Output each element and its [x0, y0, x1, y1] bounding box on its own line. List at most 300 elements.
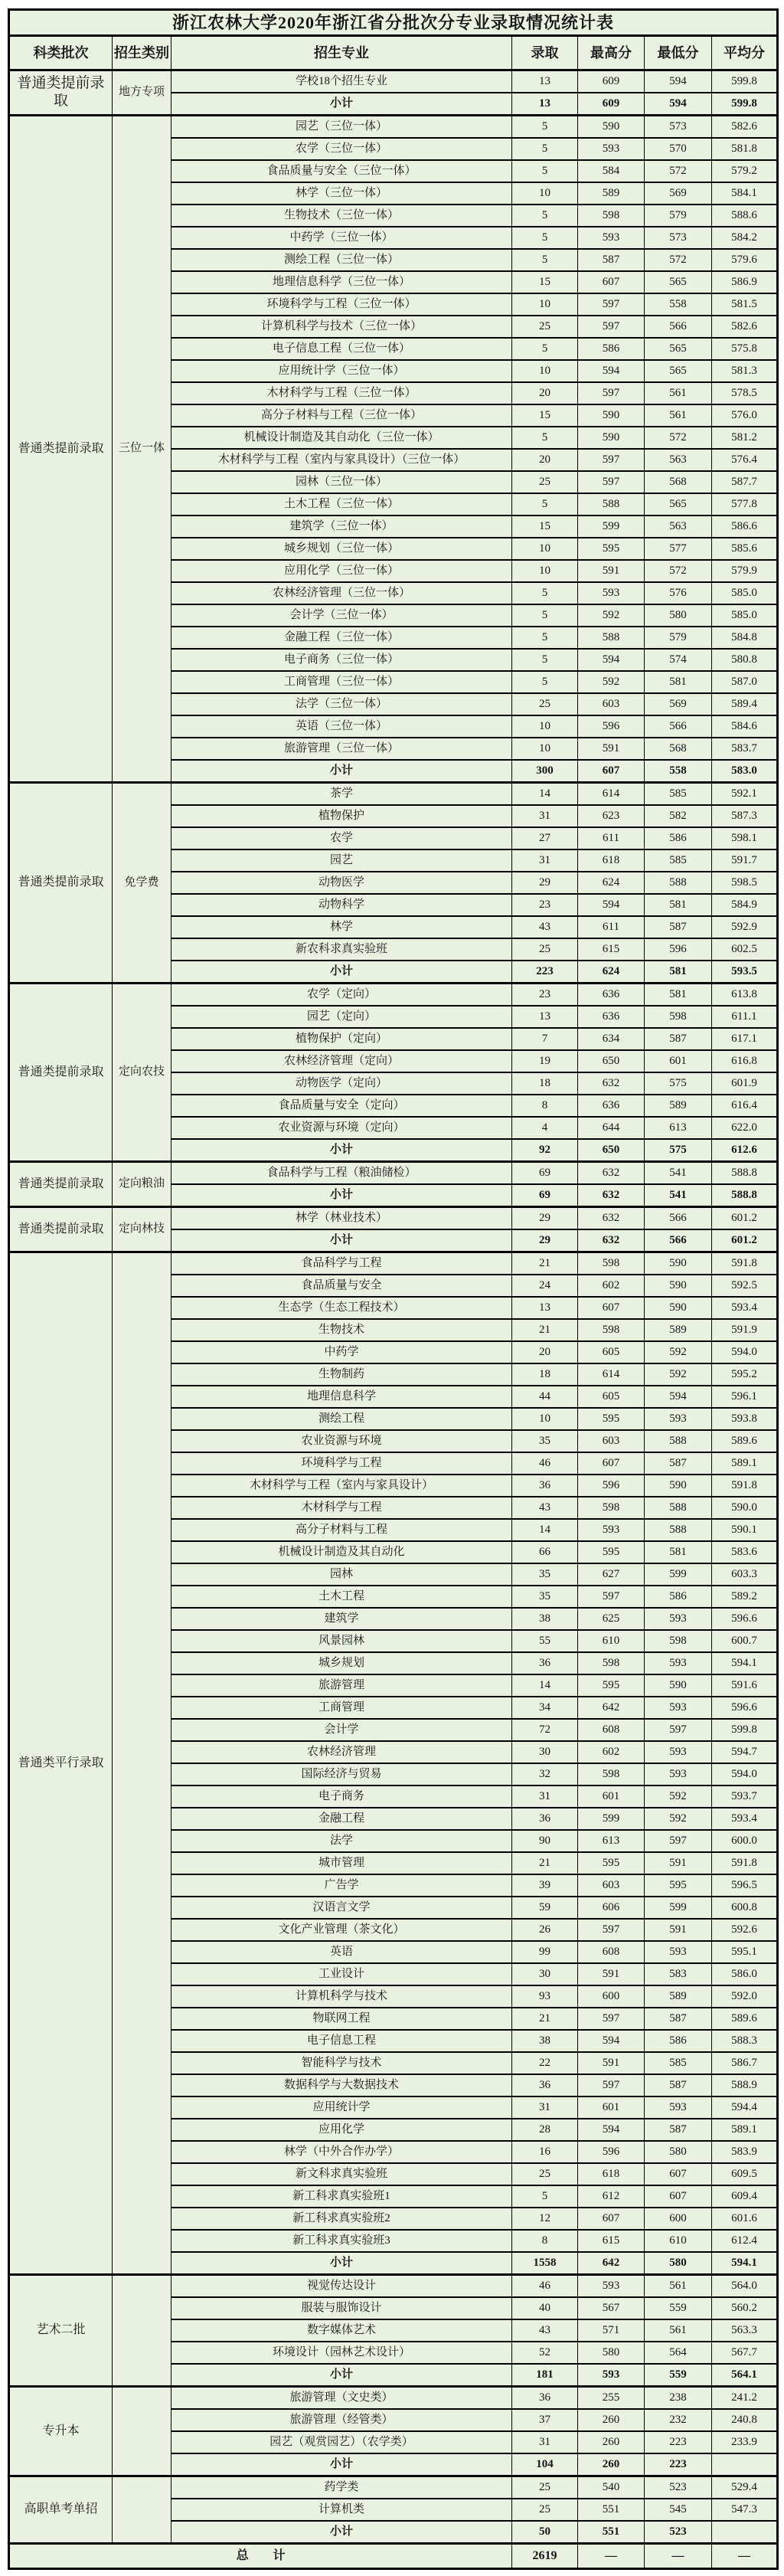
avg-cell: 599.8	[712, 70, 778, 93]
count-cell: 69	[512, 1162, 578, 1185]
count-cell: 5	[512, 604, 578, 627]
major-cell: 建筑学（三位一体）	[172, 516, 512, 538]
major-cell: 旅游管理（三位一体）	[172, 738, 512, 760]
min-cell: 599	[645, 1897, 712, 1919]
major-cell: 农林经济管理（定向）	[172, 1050, 512, 1072]
min-cell: 591	[645, 1852, 712, 1874]
min-cell: 566	[645, 316, 712, 338]
avg-cell: 616.4	[712, 1095, 778, 1117]
major-cell: 英语（三位一体）	[172, 715, 512, 738]
batch-cell: 普通类提前录取	[9, 783, 113, 984]
min-cell: 587	[645, 1452, 712, 1475]
min-cell: 586	[645, 2030, 712, 2052]
avg-cell: 586.0	[712, 1963, 778, 1985]
min-cell: 577	[645, 538, 712, 560]
min-cell: 232	[645, 2409, 712, 2431]
max-cell: 597	[578, 2074, 645, 2096]
avg-cell: 590.1	[712, 1519, 778, 1541]
avg-cell: 600.8	[712, 1897, 778, 1919]
min-cell: 523	[645, 2476, 712, 2499]
avg-cell: 594.4	[712, 2096, 778, 2119]
max-cell: 607	[578, 2208, 645, 2230]
count-cell: 10	[512, 293, 578, 316]
min-cell: 601	[645, 1050, 712, 1072]
min-cell: 583	[645, 1963, 712, 1985]
min-cell: 575	[645, 1139, 712, 1162]
category-cell: 定向林技	[113, 1207, 172, 1252]
min-cell: 593	[645, 1652, 712, 1674]
max-cell: 260	[578, 2409, 645, 2431]
col-header-major: 招生专业	[172, 36, 512, 70]
avg-cell: 616.8	[712, 1050, 778, 1072]
max-cell: 632	[578, 1207, 645, 1230]
major-cell: 新工科求真实验班1	[172, 2185, 512, 2208]
major-cell: 小计	[172, 1184, 512, 1207]
max-cell: 596	[578, 2141, 645, 2163]
count-cell: 8	[512, 1095, 578, 1117]
count-cell: 5	[512, 227, 578, 249]
total-label: 总 计	[9, 2544, 512, 2569]
avg-cell	[712, 2521, 778, 2544]
max-cell: 615	[578, 938, 645, 961]
avg-cell: 583.0	[712, 760, 778, 783]
major-cell: 园艺（定向）	[172, 1006, 512, 1028]
major-cell: 会计学	[172, 1719, 512, 1741]
avg-cell: 586.9	[712, 271, 778, 293]
count-cell: 36	[512, 2387, 578, 2410]
min-cell: 593	[645, 2096, 712, 2119]
avg-cell: 581.8	[712, 138, 778, 160]
min-cell: 558	[645, 293, 712, 316]
max-cell: 603	[578, 1874, 645, 1897]
major-cell: 会计学（三位一体）	[172, 604, 512, 627]
avg-cell: 587.3	[712, 805, 778, 827]
table-row	[9, 1252, 778, 1275]
major-cell: 新文科求真实验班	[172, 2163, 512, 2185]
max-cell: 590	[578, 404, 645, 427]
count-cell: 44	[512, 1386, 578, 1408]
max-cell: 607	[578, 1297, 645, 1319]
avg-cell: 581.2	[712, 427, 778, 449]
max-cell: 594	[578, 2030, 645, 2052]
avg-cell: 598.5	[712, 872, 778, 894]
max-cell: 632	[578, 1184, 645, 1207]
avg-cell: 598.1	[712, 827, 778, 849]
major-cell: 生态学（生态工程技术）	[172, 1297, 512, 1319]
max-cell: 597	[578, 316, 645, 338]
major-cell: 视觉传达设计	[172, 2275, 512, 2298]
batch-cell: 普通类提前录取	[9, 70, 113, 116]
count-cell: 38	[512, 2030, 578, 2052]
min-cell: 590	[645, 1275, 712, 1297]
count-cell: 31	[512, 849, 578, 872]
major-cell: 工业设计	[172, 1963, 512, 1985]
major-cell: 城市管理	[172, 1852, 512, 1874]
min-cell: 588	[645, 1497, 712, 1519]
count-cell: 90	[512, 1830, 578, 1852]
min-cell: 561	[645, 404, 712, 427]
count-cell: 34	[512, 1697, 578, 1719]
max-cell: 595	[578, 1408, 645, 1430]
max-cell: 594	[578, 2119, 645, 2141]
max-cell: 595	[578, 1541, 645, 1563]
min-cell: 566	[645, 1207, 712, 1230]
avg-cell: 596.6	[712, 1697, 778, 1719]
max-cell: 636	[578, 1095, 645, 1117]
min-cell: 592	[645, 1363, 712, 1386]
max-cell: 540	[578, 2476, 645, 2499]
count-cell: 32	[512, 1763, 578, 1786]
batch-cell: 普通类提前录取	[9, 1207, 113, 1252]
min-cell: 593	[645, 1763, 712, 1786]
total-max-cell: —	[578, 2544, 645, 2569]
major-cell: 应用化学	[172, 2119, 512, 2141]
category-cell: 三位一体	[113, 116, 172, 783]
max-cell: 624	[578, 961, 645, 984]
major-cell: 食品质量与安全（定向）	[172, 1095, 512, 1117]
max-cell: 605	[578, 1341, 645, 1363]
avg-cell: 588.8	[712, 1184, 778, 1207]
min-cell: 589	[645, 1095, 712, 1117]
min-cell: 597	[645, 1719, 712, 1741]
count-cell: 13	[512, 70, 578, 93]
major-cell: 测绘工程（三位一体）	[172, 249, 512, 271]
max-cell: 586	[578, 338, 645, 360]
count-cell: 7	[512, 1028, 578, 1050]
avg-cell: 589.6	[712, 1430, 778, 1452]
min-cell: 593	[645, 1741, 712, 1763]
avg-cell: 580.8	[712, 649, 778, 671]
min-cell: 593	[645, 1608, 712, 1630]
major-cell: 风景园林	[172, 1630, 512, 1652]
count-cell: 104	[512, 2453, 578, 2476]
category-cell: 免学费	[113, 783, 172, 984]
max-cell: 593	[578, 582, 645, 604]
major-cell: 生物制药	[172, 1363, 512, 1386]
major-cell: 旅游管理（经管类）	[172, 2409, 512, 2431]
avg-cell: 233.9	[712, 2431, 778, 2453]
min-cell: 561	[645, 382, 712, 404]
min-cell: 589	[645, 1319, 712, 1341]
max-cell: 593	[578, 2364, 645, 2387]
major-cell: 工商管理	[172, 1697, 512, 1719]
max-cell: 614	[578, 783, 645, 806]
avg-cell: 609.4	[712, 2185, 778, 2208]
min-cell: 585	[645, 849, 712, 872]
max-cell: 603	[578, 1430, 645, 1452]
avg-cell: 594.0	[712, 1341, 778, 1363]
count-cell: 10	[512, 560, 578, 582]
major-cell: 食品质量与安全	[172, 1275, 512, 1297]
count-cell: 25	[512, 693, 578, 715]
major-cell: 林学（三位一体）	[172, 182, 512, 205]
major-cell: 旅游管理（文史类）	[172, 2387, 512, 2410]
min-cell: 575	[645, 1072, 712, 1095]
count-cell: 99	[512, 1941, 578, 1963]
min-cell: 572	[645, 249, 712, 271]
min-cell: 561	[645, 2319, 712, 2342]
count-cell: 25	[512, 938, 578, 961]
avg-cell: 594.7	[712, 1741, 778, 1763]
major-cell: 机械设计制造及其自动化（三位一体）	[172, 427, 512, 449]
table-row	[9, 2275, 778, 2298]
table-row	[9, 2476, 778, 2499]
avg-cell: 560.2	[712, 2297, 778, 2319]
count-cell: 27	[512, 827, 578, 849]
count-cell: 43	[512, 1497, 578, 1519]
count-cell: 36	[512, 1475, 578, 1497]
avg-cell: 617.1	[712, 1028, 778, 1050]
major-cell: 小计	[172, 93, 512, 116]
min-cell: 598	[645, 1630, 712, 1652]
max-cell: 598	[578, 1497, 645, 1519]
total-row	[9, 2544, 778, 2569]
min-cell: 588	[645, 1430, 712, 1452]
max-cell: 627	[578, 1563, 645, 1586]
min-cell: 572	[645, 427, 712, 449]
major-cell: 食品科学与工程	[172, 1252, 512, 1275]
avg-cell: 578.5	[712, 382, 778, 404]
min-cell: 581	[645, 961, 712, 984]
major-cell: 小计	[172, 1139, 512, 1162]
avg-cell: 563.3	[712, 2319, 778, 2342]
count-cell: 21	[512, 1852, 578, 1874]
count-cell: 25	[512, 2163, 578, 2185]
category-cell: 地方专项	[113, 70, 172, 116]
avg-cell: 584.2	[712, 227, 778, 249]
count-cell: 35	[512, 1586, 578, 1608]
max-cell: 595	[578, 1674, 645, 1697]
max-cell: 587	[578, 249, 645, 271]
min-cell: 579	[645, 205, 712, 227]
count-cell: 10	[512, 538, 578, 560]
avg-cell: 602.5	[712, 938, 778, 961]
avg-cell: 575.8	[712, 338, 778, 360]
major-cell: 食品科学与工程（粮油储检）	[172, 1162, 512, 1185]
major-cell: 小计	[172, 2521, 512, 2544]
admissions-table-body	[9, 70, 778, 2569]
major-cell: 园林（三位一体）	[172, 471, 512, 493]
max-cell: 595	[578, 538, 645, 560]
avg-cell: 592.0	[712, 1985, 778, 2008]
count-cell: 5	[512, 493, 578, 516]
max-cell: 597	[578, 382, 645, 404]
max-cell: 551	[578, 2499, 645, 2521]
major-cell: 环境科学与工程（三位一体）	[172, 293, 512, 316]
count-cell: 23	[512, 894, 578, 916]
min-cell: 589	[645, 1985, 712, 2008]
max-cell: 599	[578, 1808, 645, 1830]
major-cell: 农学	[172, 827, 512, 849]
table-row	[9, 116, 778, 139]
min-cell: 223	[645, 2453, 712, 2476]
count-cell: 29	[512, 1207, 578, 1230]
max-cell: 600	[578, 1985, 645, 2008]
avg-cell: 584.6	[712, 715, 778, 738]
count-cell: 5	[512, 138, 578, 160]
min-cell: 588	[645, 872, 712, 894]
major-cell: 计算机类	[172, 2499, 512, 2521]
max-cell: 594	[578, 360, 645, 382]
avg-cell: 585.0	[712, 582, 778, 604]
min-cell: 592	[645, 1808, 712, 1830]
major-cell: 工商管理（三位一体）	[172, 671, 512, 693]
max-cell: 625	[578, 1608, 645, 1630]
count-cell: 92	[512, 1139, 578, 1162]
max-cell: 605	[578, 1386, 645, 1408]
avg-cell: 589.1	[712, 1452, 778, 1475]
batch-cell: 高职单考单招	[9, 2476, 113, 2544]
min-cell: 223	[645, 2431, 712, 2453]
major-cell: 农林经济管理（三位一体）	[172, 582, 512, 604]
min-cell: 566	[645, 1229, 712, 1252]
avg-cell: 593.7	[712, 1786, 778, 1808]
count-cell: 5	[512, 582, 578, 604]
major-cell: 环境设计（园林艺术设计）	[172, 2342, 512, 2364]
max-cell: 551	[578, 2521, 645, 2544]
min-cell: 565	[645, 271, 712, 293]
max-cell: 609	[578, 93, 645, 116]
min-cell: 598	[645, 1006, 712, 1028]
count-cell: 15	[512, 404, 578, 427]
major-cell: 林学	[172, 916, 512, 938]
max-cell: 598	[578, 1652, 645, 1674]
major-cell: 园艺	[172, 849, 512, 872]
major-cell: 木材科学与工程（室内与家具设计）	[172, 1475, 512, 1497]
avg-cell: 613.8	[712, 984, 778, 1007]
major-cell: 农学（定向）	[172, 984, 512, 1007]
min-cell: 574	[645, 649, 712, 671]
max-cell: 650	[578, 1139, 645, 1162]
count-cell: 35	[512, 1430, 578, 1452]
count-cell: 10	[512, 182, 578, 205]
max-cell: 602	[578, 1741, 645, 1763]
count-cell: 18	[512, 1072, 578, 1095]
avg-cell: 587.7	[712, 471, 778, 493]
count-cell: 25	[512, 2476, 578, 2499]
min-cell: 594	[645, 70, 712, 93]
major-cell: 数据科学与大数据技术	[172, 2074, 512, 2096]
avg-cell: 594.1	[712, 1652, 778, 1674]
table-row	[9, 1207, 778, 1230]
max-cell: 596	[578, 1475, 645, 1497]
major-cell: 食品质量与安全（三位一体）	[172, 160, 512, 182]
count-cell: 15	[512, 271, 578, 293]
count-cell: 12	[512, 2208, 578, 2230]
major-cell: 物联网工程	[172, 2008, 512, 2030]
avg-cell: 584.8	[712, 627, 778, 649]
min-cell: 581	[645, 1541, 712, 1563]
max-cell: 591	[578, 560, 645, 582]
count-cell: 29	[512, 1229, 578, 1252]
avg-cell: 585.0	[712, 604, 778, 627]
min-cell: 580	[645, 2252, 712, 2275]
major-cell: 新工科求真实验班2	[172, 2208, 512, 2230]
max-cell: 593	[578, 227, 645, 249]
max-cell: 644	[578, 1117, 645, 1139]
max-cell: 606	[578, 1897, 645, 1919]
min-cell: 596	[645, 938, 712, 961]
count-cell: 4	[512, 1117, 578, 1139]
avg-cell: 586.7	[712, 2052, 778, 2074]
avg-cell: 596.6	[712, 1608, 778, 1630]
max-cell: 642	[578, 2252, 645, 2275]
avg-cell: 594.0	[712, 1763, 778, 1786]
avg-cell: 576.0	[712, 404, 778, 427]
major-cell: 动物医学	[172, 872, 512, 894]
max-cell: 598	[578, 1763, 645, 1786]
avg-cell: 600.0	[712, 1830, 778, 1852]
major-cell: 新农科求真实验班	[172, 938, 512, 961]
avg-cell: 586.6	[712, 516, 778, 538]
min-cell: 566	[645, 715, 712, 738]
major-cell: 园艺（三位一体）	[172, 116, 512, 139]
category-cell	[113, 2387, 172, 2476]
max-cell: 571	[578, 2319, 645, 2342]
max-cell: 597	[578, 293, 645, 316]
col-header-admitted: 录取	[512, 36, 578, 70]
max-cell: 597	[578, 471, 645, 493]
min-cell: 594	[645, 1386, 712, 1408]
avg-cell: 589.2	[712, 1586, 778, 1608]
major-cell: 电子商务（三位一体）	[172, 649, 512, 671]
major-cell: 法学（三位一体）	[172, 693, 512, 715]
avg-cell: 588.3	[712, 2030, 778, 2052]
avg-cell: 589.4	[712, 693, 778, 715]
avg-cell: 582.6	[712, 316, 778, 338]
min-cell: 565	[645, 493, 712, 516]
max-cell: 624	[578, 872, 645, 894]
min-cell: 568	[645, 471, 712, 493]
max-cell: 611	[578, 827, 645, 849]
count-cell: 30	[512, 1741, 578, 1763]
count-cell: 10	[512, 715, 578, 738]
avg-cell: 591.8	[712, 1475, 778, 1497]
avg-cell: 579.2	[712, 160, 778, 182]
max-cell: 590	[578, 427, 645, 449]
count-cell: 5	[512, 627, 578, 649]
min-cell: 561	[645, 2275, 712, 2298]
major-cell: 地理信息科学（三位一体）	[172, 271, 512, 293]
max-cell: 590	[578, 116, 645, 139]
count-cell: 28	[512, 2119, 578, 2141]
max-cell: 608	[578, 1719, 645, 1741]
total-avg-cell: —	[712, 2544, 778, 2569]
min-cell: 590	[645, 1252, 712, 1275]
count-cell: 52	[512, 2342, 578, 2364]
avg-cell: 591.6	[712, 1674, 778, 1697]
major-cell: 机械设计制造及其自动化	[172, 1541, 512, 1563]
count-cell: 22	[512, 2052, 578, 2074]
count-cell: 5	[512, 2185, 578, 2208]
count-cell: 25	[512, 2499, 578, 2521]
major-cell: 高分子材料与工程	[172, 1519, 512, 1541]
col-header-max-score: 最高分	[578, 36, 645, 70]
table-row	[9, 70, 778, 93]
min-cell: 558	[645, 760, 712, 783]
col-header-avg-score: 平均分	[712, 36, 778, 70]
min-cell: 569	[645, 182, 712, 205]
min-cell: 579	[645, 627, 712, 649]
min-cell: 581	[645, 894, 712, 916]
min-cell: 607	[645, 2185, 712, 2208]
min-cell: 585	[645, 2052, 712, 2074]
major-cell: 小计	[172, 2364, 512, 2387]
min-cell: 523	[645, 2521, 712, 2544]
max-cell: 597	[578, 449, 645, 471]
table-row	[9, 984, 778, 1007]
major-cell: 林学（林业技术）	[172, 1207, 512, 1230]
